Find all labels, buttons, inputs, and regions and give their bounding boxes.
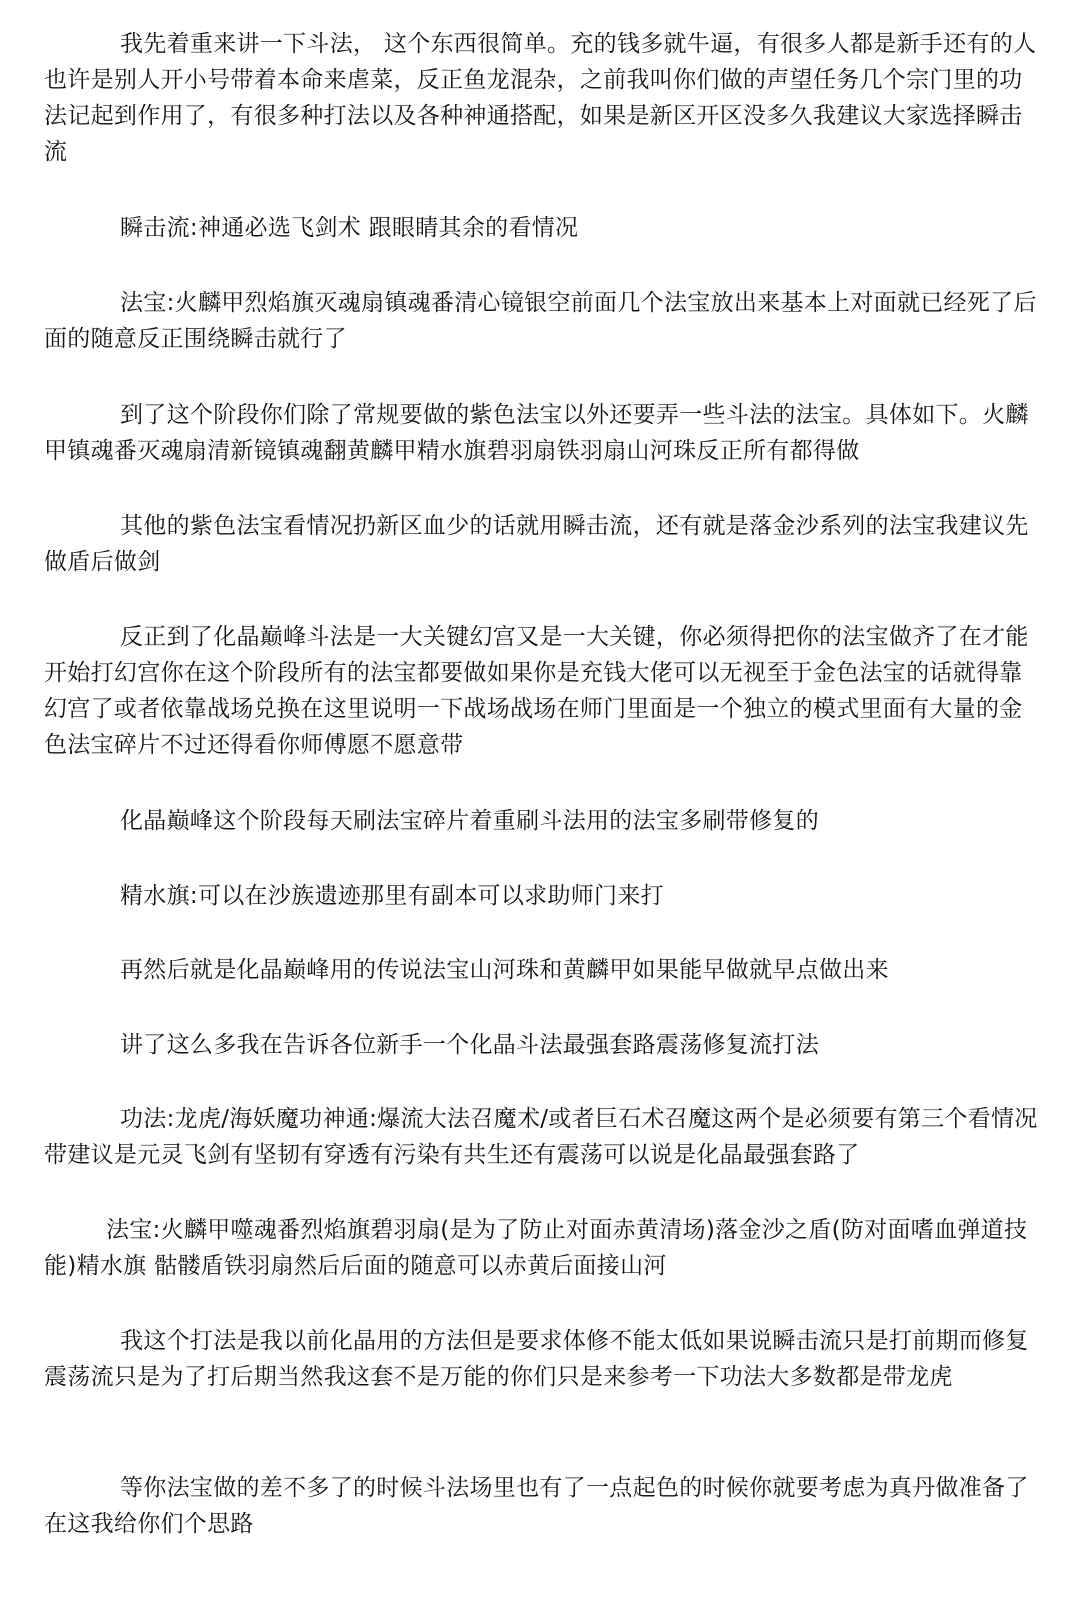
paragraph-4: 到了这个阶段你们除了常规要做的紫色法宝以外还要弄一些斗法的法宝。具体如下。火麟甲镇魂番灭魂扇清新镜镇魂翻黄麟甲精水旗碧羽扇铁羽扇山河珠反正所有都得做 xyxy=(44,402,1029,464)
paragraph-2: 瞬击流:神通必选飞剑术 跟眼睛其余的看情况 xyxy=(120,215,579,241)
paragraph-11: 功法:龙虎/海妖魔功神通:爆流大法召魔术/或者巨石术召魔这两个是必须要有第三个看情况带建议是元灵飞剑有坚韧有穿透有污染有共生还有震荡可以说是化晶最强套路了 xyxy=(44,1106,1038,1168)
paragraph-7: 化晶巅峰这个阶段每天刷法宝碎片着重刷斗法用的法宝多刷带修复的 xyxy=(120,808,819,834)
paragraph-8: 精水旗:可以在沙族遗迹那里有副本可以求助师门来打 xyxy=(120,883,664,909)
paragraph-13: 我这个打法是我以前化晶用的方法但是要求体修不能太低如果说瞬击流只是打前期而修复震荡流只是为了打后期当然我这套不是万能的你们只是来参考一下功法大多数都是带龙虎 xyxy=(44,1328,1029,1390)
paragraph-3: 法宝:火麟甲烈焰旗灭魂扇镇魂番清心镜银空前面几个法宝放出来基本上对面就已经死了后面的随意反正围绕瞬击就行了 xyxy=(44,290,1037,352)
paragraph-14: 等你法宝做的差不多了的时候斗法场里也有了一点起色的时候你就要考虑为真丹做准备了在这我给你们个思路 xyxy=(44,1475,1029,1537)
paragraph-6: 反正到了化晶巅峰斗法是一大关键幻宫又是一大关键，你必须得把你的法宝做齐了在才能开始打幻宫你在这个阶段所有的法宝都要做如果你是充钱大佬可以无视至于金色法宝的话就得靠幻宫了或者依靠战场兑换在这里说明一下战场战场在师门里面是一个独立的模式里面有大量的金色法宝碎片不过还得看你师傅愿不愿意带 xyxy=(44,624,1029,758)
paragraph-10: 讲了这么多我在告诉各位新手一个化晶斗法最强套路震荡修复流打法 xyxy=(120,1032,819,1058)
paragraph-5: 其他的紫色法宝看情况扔新区血少的话就用瞬击流，还有就是落金沙系列的法宝我建议先做盾后做剑 xyxy=(44,513,1029,575)
paragraph-1: 我先着重来讲一下斗法， 这个东西很简单。充的钱多就牛逼，有很多人都是新手还有的人也许是别人开小号带着本命来虐菜，反正鱼龙混杂，之前我叫你们做的声望任务几个宗门里的功法记起到作用了，有很多种打法以及各种神通搭配，如果是新区开区没多久我建议大家选择瞬击流 xyxy=(44,31,1037,165)
paragraph-9: 再然后就是化晶巅峰用的传说法宝山河珠和黄麟甲如果能早做就早点做出来 xyxy=(120,957,889,983)
paragraph-12: 法宝:火麟甲噬魂番烈焰旗碧羽扇(是为了防止对面赤黄清场)落金沙之盾(防对面嗜血弹道技能)精水旗 骷髅盾铁羽扇然后后面的随意可以赤黄后面接山河 xyxy=(44,1217,1028,1279)
